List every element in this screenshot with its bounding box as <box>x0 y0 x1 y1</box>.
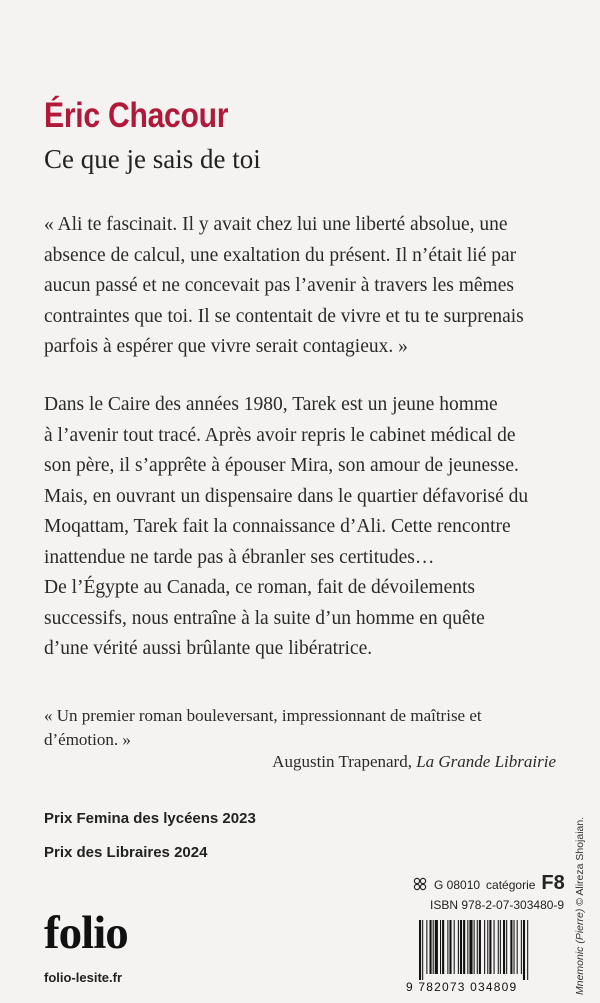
barcode-bar <box>503 920 505 974</box>
summary-line: Moqattam, Tarek fait la connaissance d’Ali. Cette rencontre <box>44 516 511 537</box>
barcode-bar <box>426 920 427 974</box>
barcode-bar <box>469 920 472 974</box>
summary-line: son père, il s’apprête à épouser Mira, son amour de jeunesse. <box>44 455 519 476</box>
barcode-bar <box>467 920 468 974</box>
press-review <box>44 704 564 752</box>
barcode-bar <box>458 920 459 974</box>
barcode-bar <box>489 920 491 974</box>
barcode-bars <box>418 920 560 980</box>
barcode-bar <box>433 920 434 974</box>
barcode-bar <box>449 920 451 974</box>
barcode-bar <box>430 920 432 974</box>
barcode <box>418 920 560 980</box>
catalog-row <box>412 872 565 895</box>
prize-femina: Prix Femina des lycéens 2023 <box>44 810 256 827</box>
summary-line: Dans le Caire des années 1980, Tarek est un jeune homme <box>44 394 498 415</box>
barcode-bar <box>487 920 488 974</box>
barcode-bar <box>442 920 444 974</box>
barcode-bar <box>477 920 478 974</box>
barcode-bar <box>463 920 465 974</box>
barcode-bar <box>500 920 501 974</box>
barcode-bar <box>523 920 525 980</box>
review-critic: Augustin Trapenard, <box>272 752 412 771</box>
barcode-bar <box>435 920 438 974</box>
excerpt-quote <box>44 210 564 363</box>
barcode-bar <box>440 920 441 974</box>
barcode-bar <box>494 920 495 974</box>
isbn: ISBN 978-2-07-303480-9 <box>430 898 565 912</box>
quote-line: parfois à espérer que vivre serait contagieux. » <box>44 336 408 357</box>
folio-logo: folio <box>44 907 128 959</box>
barcode-bar <box>527 920 528 980</box>
barcode-bar <box>484 920 485 974</box>
category-grade: F8 <box>541 872 565 894</box>
review-show: La Grande Librairie <box>416 752 556 771</box>
barcode-bar <box>514 920 515 974</box>
summary-line: Mais, en ouvrant un dispensaire dans le quartier défavorisé du <box>44 485 529 507</box>
summary-line: De l’Égypte au Canada, ce roman, fait de dévoilements <box>44 577 475 598</box>
credit-photo: Mnemonic (Pierre) <box>574 908 586 995</box>
barcode-bar <box>422 920 423 980</box>
barcode-bar <box>474 920 475 974</box>
book-summary <box>44 390 566 665</box>
book-title: Ce que je sais de toi <box>44 144 261 174</box>
barcode-bar <box>419 920 421 980</box>
summary-line: à l’avenir tout tracé. Après avoir repris le cabinet médical de <box>44 424 516 446</box>
barcode-digits: 9 782073 034809 <box>406 980 518 994</box>
folio-emblem-icon <box>412 877 428 891</box>
catalog-code: G 08010 <box>434 878 481 892</box>
category-label: catégorie <box>486 878 536 892</box>
barcode-bar <box>498 920 499 974</box>
summary-line: inattendue ne tarde pas à ébranler ses certitudes… <box>44 546 435 568</box>
quote-line: « Ali te fascinait. Il y avait chez lui une liberté absolue, une <box>44 214 508 235</box>
publisher-website[interactable]: folio-lesite.fr <box>44 970 123 985</box>
barcode-bar <box>510 920 512 974</box>
author-name: Éric Chacour <box>44 96 229 135</box>
review-line: « Un premier roman bouleversant, impressionnant de maîtrise et <box>44 706 482 725</box>
barcode-bar <box>447 920 448 974</box>
barcode-bar <box>506 920 507 974</box>
credit-author: © Alireza Shojaian. <box>574 816 586 906</box>
summary-line: d’une vérité aussi brûlante que libératrice. <box>44 638 373 659</box>
quote-line: absence de calcul, une exaltation du présent. Il n’était lié par <box>44 244 517 266</box>
quote-line: contraintes que toi. Il se contentait de vivre et tu te surprenais <box>44 305 524 327</box>
barcode-bar <box>517 920 518 974</box>
quote-line: aucun passé et ne concevait pas l’avenir à travers les mêmes <box>44 275 514 296</box>
review-line: d’émotion. » <box>44 730 131 749</box>
prize-libraires: Prix des Libraires 2024 <box>44 844 208 861</box>
review-source <box>272 752 556 772</box>
barcode-bar <box>460 920 462 974</box>
barcode-bar <box>454 920 455 974</box>
cover-credit <box>574 817 586 995</box>
barcode-bar <box>479 920 481 974</box>
barcode-bar <box>521 920 522 974</box>
summary-line: successifs, nous entraîne à la suite d’un homme en quête <box>44 607 485 629</box>
